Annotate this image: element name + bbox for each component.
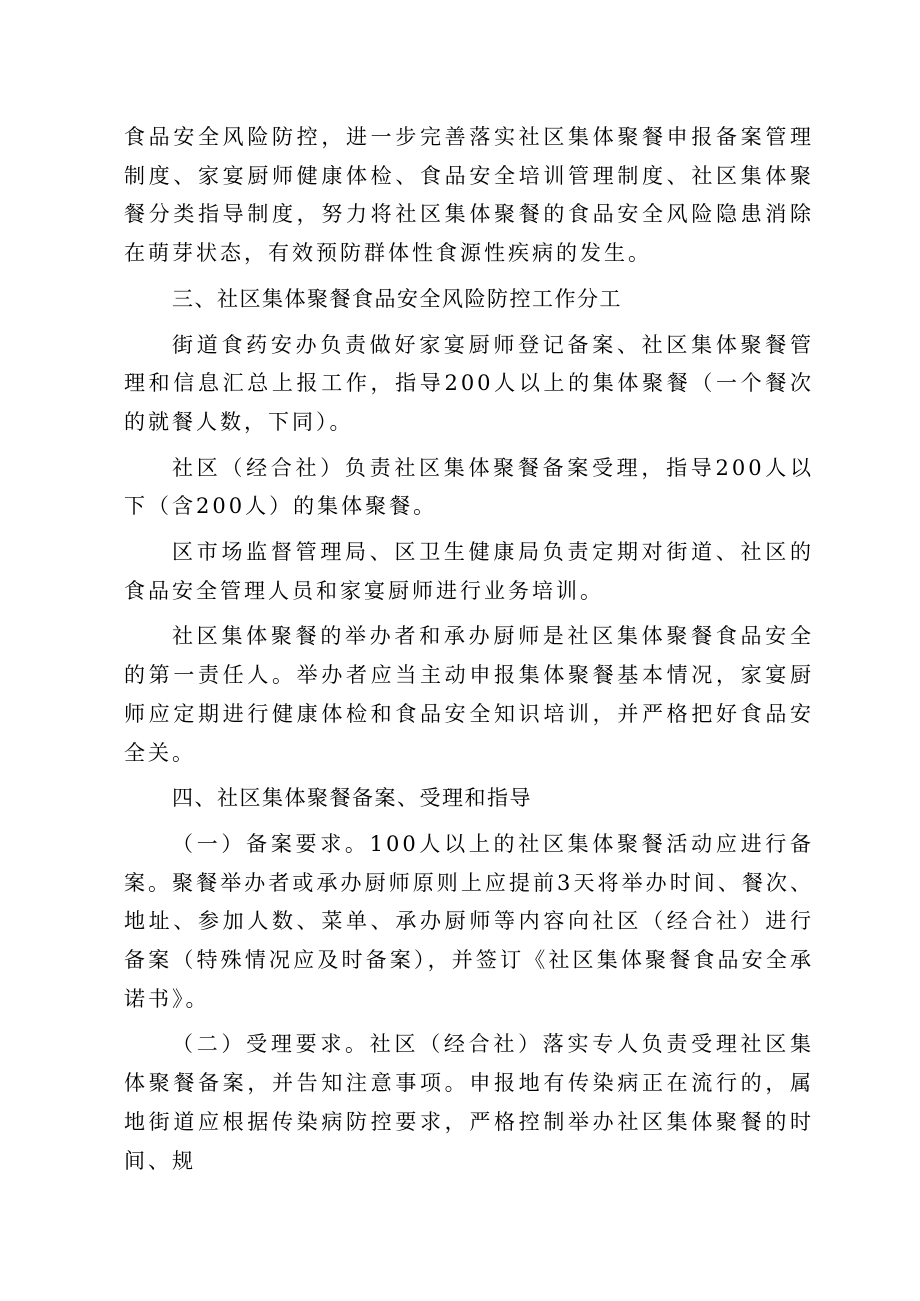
- section-heading-4: 四、社区集体聚餐备案、受理和指导: [172, 786, 532, 811]
- paragraph-risk-prevention-continued: 食品安全风险防控，进一步完善落实社区集体聚餐申报备案管理制度、家宴厨师健康体检、食品安全培训管理制度、社区集体聚餐分类指导制度，努力将社区集体聚餐的食品安全风险隐患消除在萌芽状态，有效预防群体性食源性疾病的发生。: [124, 125, 814, 266]
- paragraph-filing-requirements: （一）备案要求。100人以上的社区集体聚餐活动应进行备案。聚餐举办者或承办厨师原则上应提前3天将举办时间、餐次、地址、参加人数、菜单、承办厨师等内容向社区（经合社）进行备案（特殊情况应及时备案），并签订《社区集体聚餐食品安全承诺书》。: [124, 831, 814, 1011]
- paragraph-acceptance-requirements: （二）受理要求。社区（经合社）落实专人负责受理社区集体聚餐备案，并告知注意事项。申报地有传染病正在流行的，属地街道应根据传染病防控要求，严格控制举办社区集体聚餐的时间、规: [124, 1032, 814, 1173]
- paragraph-community-duty: 社区（经合社）负责社区集体聚餐备案受理，指导200人以下（含200人）的集体聚餐。: [124, 455, 814, 519]
- section-heading-3: 三、社区集体聚餐食品安全风险防控工作分工: [172, 286, 622, 311]
- paragraph-first-responsible: 社区集体聚餐的举办者和承办厨师是社区集体聚餐食品安全的第一责任人。举办者应当主动申报集体聚餐基本情况，家宴厨师应定期进行健康体检和食品安全知识培训，并严格把好食品安全关。: [124, 624, 814, 765]
- paragraph-street-office-duty: 街道食药安办负责做好家宴厨师登记备案、社区集体聚餐管理和信息汇总上报工作，指导200人以上的集体聚餐（一个餐次的就餐人数，下同）。: [124, 332, 814, 434]
- paragraph-bureau-training: 区市场监督管理局、区卫生健康局负责定期对街道、社区的食品安全管理人员和家宴厨师进行业务培训。: [124, 540, 814, 603]
- document-page: [124, 118, 814, 1187]
